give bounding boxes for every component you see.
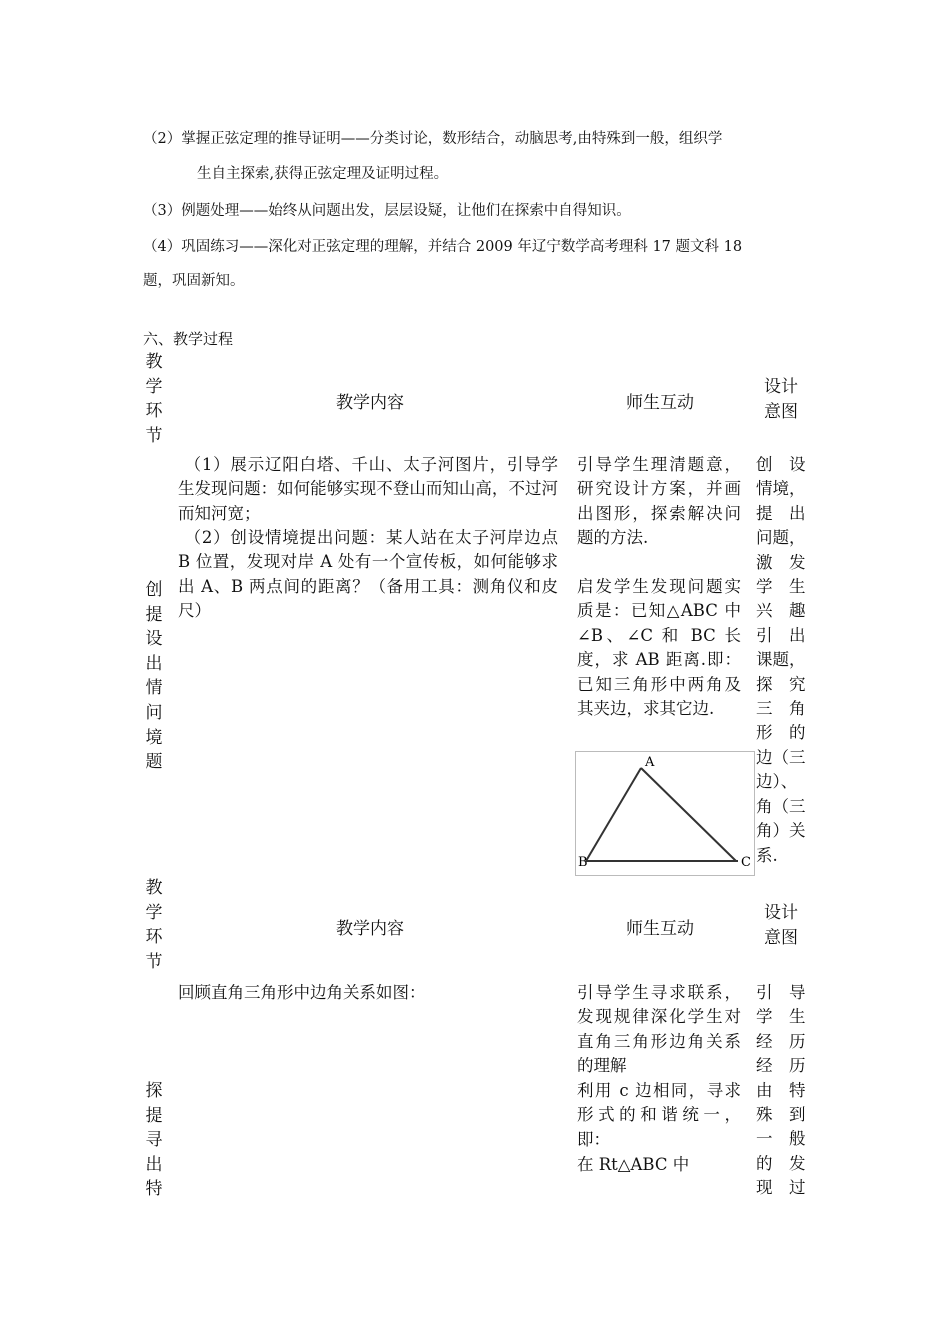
intent-line: 边（三 [756,747,806,767]
table2-interact-1: 引导学生寻求联系，发现规律深化学生对直角三角形边角关系的理解 [577,983,741,1076]
intent-line: 角（三 [756,796,806,816]
intent-line: 情境， [756,479,806,499]
intent-line: 兴 趣 [756,601,806,621]
intro-item-2 [143,128,811,150]
table2-interact-header: 师生互动 [626,919,694,939]
intro-text: 巩固练习——深化对正弦定理的理解，并结合 2009 年辽宁数学高考理科 17 题文科 18 [181,239,743,255]
intent-line: 引 出 [756,625,806,645]
intent-line: 课题， [756,650,806,670]
intent-line: 的 发 [756,1153,806,1173]
intro-num: （3） [143,203,182,219]
intro-item-4 [143,236,811,258]
vertex-b-label: B [578,855,588,870]
intent-line: 三 角 [756,699,806,719]
table1-content-1: （1）展示辽阳白塔、千山、太子河图片，引导学生发现问题：如何能够实现不登山而知山高，不过河而知河宽； [178,455,558,523]
intent-line: 学 生 [756,1007,806,1027]
table1-interact-2: 启发学生发现问题实质是：已知△ABC 中∠B、∠C 和 BC 长度，求 AB 距离.即：已知三角形中两角及其夹边，求其它边. [577,577,741,719]
intent-line: 角）关 [756,821,806,841]
side-ab [586,768,641,861]
table2-intent-header: 设计意图 [764,903,798,948]
intro-text: 例题处理——始终从问题出发，层层设疑，让他们在探索中自得知识。 [181,203,631,219]
intent-line: 经 历 [756,1031,806,1051]
intro-item-2-cont: 生自主探索,获得正弦定理及证明过程。 [197,166,449,182]
table2-content-1: 回顾直角三角形中边角关系如图： [178,983,426,1002]
intent-line: 由 特 [756,1080,806,1100]
intro-item-4-cont: 题，巩固新知。 [143,273,245,289]
intent-line: 殊 到 [756,1105,806,1125]
intent-line: 系. [756,845,778,865]
intro-num: （4） [143,239,182,255]
intent-line: 边）、 [756,772,798,792]
table2-interact-3: 在 Rt△ABC 中 [577,1155,690,1174]
table1-stage-header: 教学环节 [145,352,163,446]
intent-line: 创 设 [756,455,806,474]
intro-item-3 [143,200,811,222]
intent-line: 引 导 [756,983,806,1002]
table1-interact-1: 引导学生理清题意，研究设计方案，并画出图形，探索解决问题的方法. [577,455,741,548]
intro-num: （2） [143,131,182,147]
intent-line: 现 过 [756,1178,806,1198]
table2-intent [756,981,808,1201]
intent-line: 形 的 [756,723,806,743]
vertex-a-label: A [645,755,655,770]
table1-content-2: （2）创设情境提出问题：某人站在太子河岸边点 B 位置，发现对岸 A 处有一个宣传板，如何能够求出 A、B 两点间的距离？（备用工具：测角仪和皮尺） [178,528,558,621]
vertex-c-label: C [741,855,751,870]
intent-line: 学 生 [756,577,806,597]
intent-line: 激 发 [756,552,806,572]
triangle-figure [575,751,755,876]
section-heading: 六、教学过程 [143,330,234,348]
table2-stage: 探提寻出特 [145,1081,163,1200]
table1-interact-header: 师生互动 [626,393,694,413]
table1-intent-header: 设计意图 [764,377,798,422]
table1-content-header: 教学内容 [336,393,404,413]
table1-stage: 创提设出情问境题 [145,580,163,773]
side-ac [641,768,736,861]
intro-text: 掌握正弦定理的推导证明——分类讨论，数形结合，动脑思考,由特殊到一般，组织学 [181,131,723,147]
intent-line: 一 般 [756,1129,806,1149]
intent-line: 提 出 [756,503,806,523]
table2-content-header: 教学内容 [336,919,404,939]
intent-line: 问题， [756,528,806,548]
triangle-svg [576,752,754,875]
table1-intent [756,453,808,868]
table2-interact-2: 利用 c 边相同，寻求形式的和谐统一，即： [577,1081,741,1149]
intent-line: 经 历 [756,1056,806,1076]
table2-stage-header: 教学环节 [145,878,163,972]
intent-line: 探 究 [756,674,806,694]
